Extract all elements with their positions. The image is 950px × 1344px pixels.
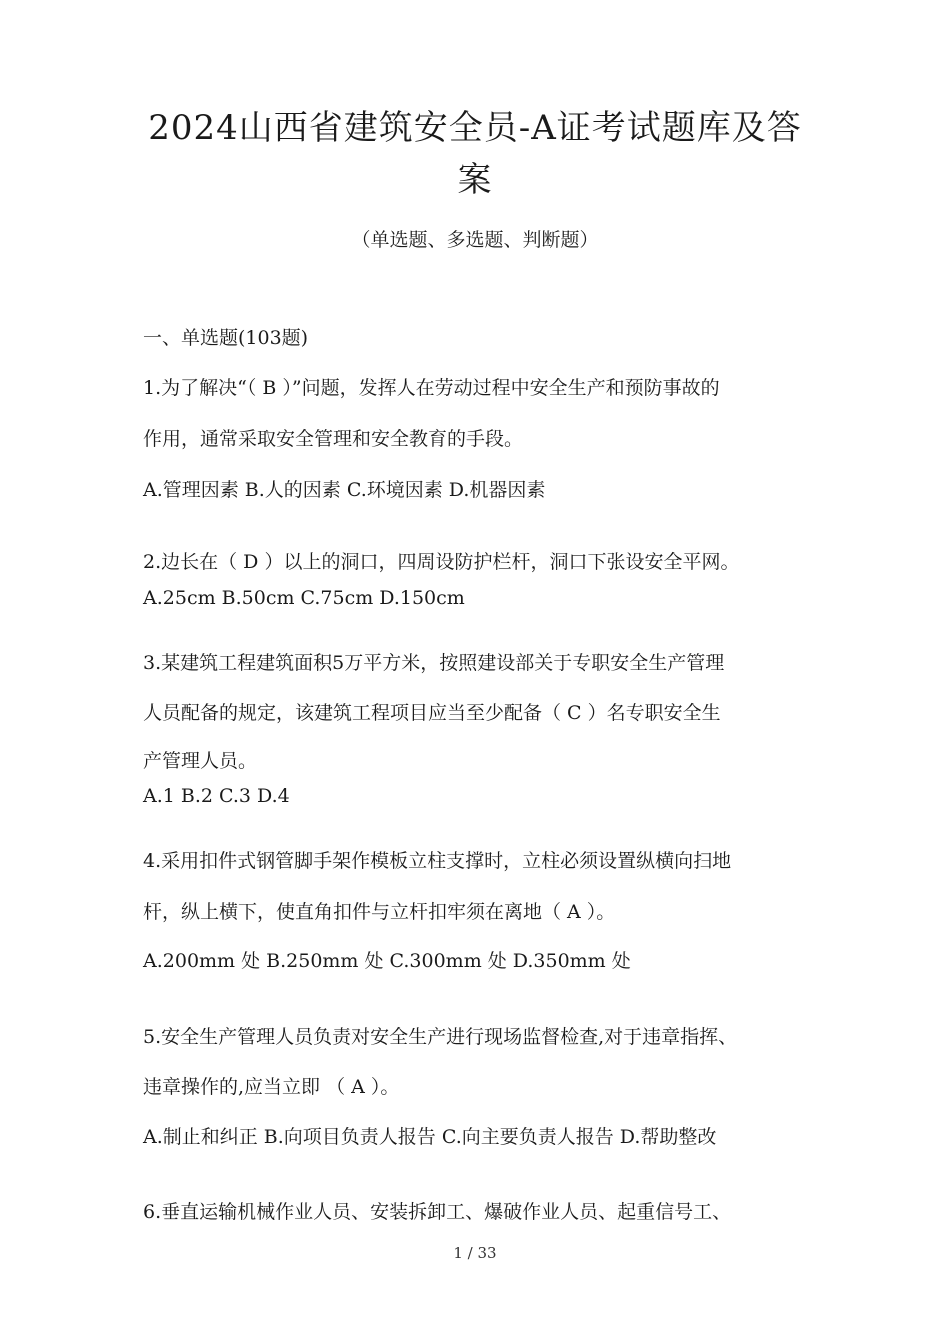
section-heading: 一、单选题(103题) [143, 327, 309, 349]
page-indicator: 1 / 33 [453, 1244, 497, 1262]
question-4-line-1: 4.采用扣件式钢管脚手架作模板立柱支撑时，立柱必须设置纵横向扫地 [143, 850, 732, 872]
document-title-line-1: 2024山西省建筑安全员-A证考试题库及答 [148, 108, 802, 148]
question-3-options: A.1 B.2 C.3 D.4 [143, 785, 290, 807]
question-1-line-2: 作用，通常采取安全管理和安全教育的手段。 [143, 428, 524, 450]
question-4-line-2: 杆，纵上横下，使直角扣件与立杆扣牢须在离地（ A ）。 [143, 901, 616, 923]
question-5-line-1: 5.安全生产管理人员负责对安全生产进行现场监督检查,对于违章指挥、 [143, 1026, 738, 1048]
question-2-options: A.25cm B.50cm C.75cm D.150cm [143, 587, 465, 609]
document-subtitle: （单选题、多选题、判断题） [351, 229, 599, 251]
question-3-line-2: 人员配备的规定，该建筑工程项目应当至少配备（ C ）名专职安全生 [143, 702, 721, 724]
question-5-options: A.制止和纠正 B.向项目负责人报告 C.向主要负责人报告 D.帮助整改 [143, 1126, 717, 1148]
question-1-options: A.管理因素 B.人的因素 C.环境因素 D.机器因素 [143, 479, 546, 501]
question-4-options: A.200mm 处 B.250mm 处 C.300mm 处 D.350mm 处 [143, 950, 631, 972]
document-title-line-2: 案 [457, 160, 493, 200]
question-3-line-1: 3.某建筑工程建筑面积5万平方米，按照建设部关于专职安全生产管理 [143, 652, 725, 674]
question-6-line-1: 6.垂直运输机械作业人员、安装拆卸工、爆破作业人员、起重信号工、 [143, 1201, 732, 1223]
question-2-line-1: 2.边长在（ D ）以上的洞口，四周设防护栏杆，洞口下张设安全平网。 [143, 551, 740, 573]
question-5-line-2: 违章操作的,应当立即 （ A ）。 [143, 1076, 400, 1098]
question-1-line-1: 1.为了解决“（ B ）”问题，发挥人在劳动过程中安全生产和预防事故的 [143, 377, 720, 399]
question-3-line-3: 产管理人员。 [143, 750, 258, 772]
